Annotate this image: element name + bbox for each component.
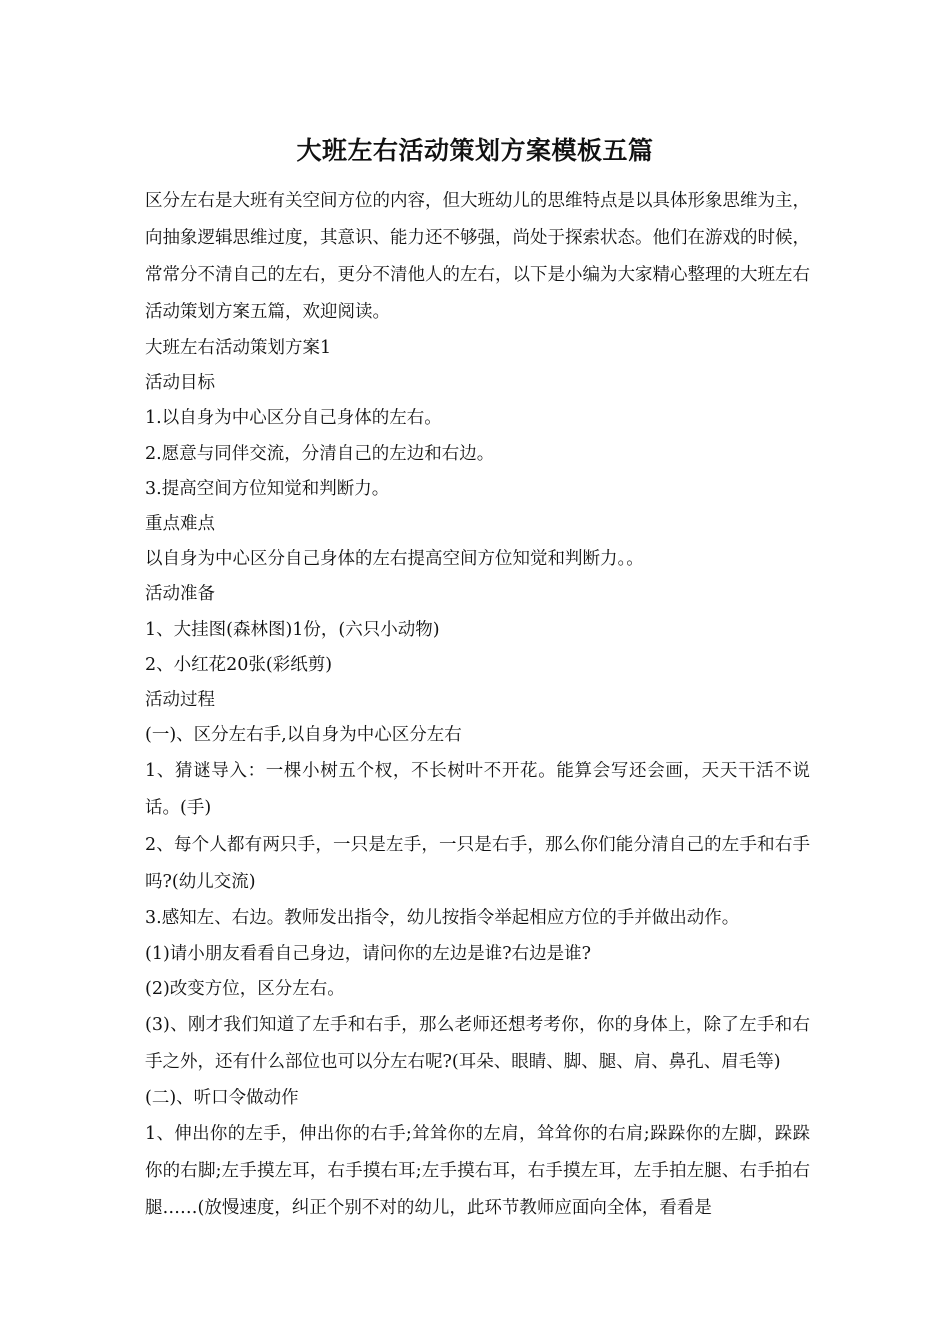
process-substep: (2)改变方位，区分左右。 [145, 978, 345, 999]
process-step: 1、猜谜导入：一棵小树五个杈，不长树叶不开花。能算会写还会画，天天干活不说话。(手) [145, 761, 810, 819]
process-part-heading: (二)、听口令做动作 [145, 1088, 299, 1109]
process-step: 1、伸出你的左手，伸出你的右手;耸耸你的左肩，耸耸你的右肩;跺跺你的左脚，跺跺你的右脚;左手摸左耳，右手摸右耳;左手摸右耳，右手摸左耳，左手拍左腿、右手拍右腿……(放慢速度，纠正个别不对的幼儿，此环节教师应面向全体，看看是 [145, 1124, 810, 1219]
process-step: 2、每个人都有两只手，一只是左手，一只是右手，那么你们能分清自己的左手和右手吗?(幼儿交流) [145, 835, 810, 893]
intro-paragraph: 区分左右是大班有关空间方位的内容，但大班幼儿的思维特点是以具体形象思维为主，向抽象逻辑思维过度，其意识、能力还不够强，尚处于探索状态。他们在游戏的时候，常常分不清自己的左右，更分不清他人的左右，以下是小编为大家精心整理的大班左右活动策划方案五篇，欢迎阅读。 [145, 191, 810, 322]
prep-item: 2、小红花20张(彩纸剪) [145, 654, 333, 675]
process-step: 3.感知左、右边。教师发出指令，幼儿按指令举起相应方位的手并做出动作。 [145, 908, 740, 929]
document-title: 大班左右活动策划方案模板五篇 [296, 136, 654, 165]
key-heading: 重点难点 [145, 514, 215, 535]
prep-heading: 活动准备 [145, 584, 215, 605]
prep-item: 1、大挂图(森林图)1份，(六只小动物) [145, 619, 440, 640]
process-substep: (1)请小朋友看看自己身边，请问你的左边是谁?右边是谁? [145, 943, 592, 964]
key-text: 以自身为中心区分自己身体的左右提高空间方位知觉和判断力。。 [145, 549, 644, 570]
process-heading: 活动过程 [145, 690, 215, 711]
goal-item: 2.愿意与同伴交流，分清自己的左边和右边。 [145, 443, 495, 464]
process-part-heading: (一)、区分左右手,以自身为中心区分左右 [145, 725, 462, 746]
goal-heading: 活动目标 [145, 373, 215, 394]
process-substep: (3)、刚才我们知道了左手和右手，那么老师还想考考你，你的身体上，除了左手和右手之外，还有什么部位也可以分左右呢?(耳朵、眼睛、脚、腿、肩、鼻孔、眉毛等) [145, 1015, 810, 1073]
goal-item: 1.以自身为中心区分自己身体的左右。 [145, 408, 442, 429]
document-body [145, 183, 810, 1227]
goal-item: 3.提高空间方位知觉和判断力。 [145, 478, 390, 499]
section-heading: 大班左右活动策划方案1 [145, 338, 332, 358]
